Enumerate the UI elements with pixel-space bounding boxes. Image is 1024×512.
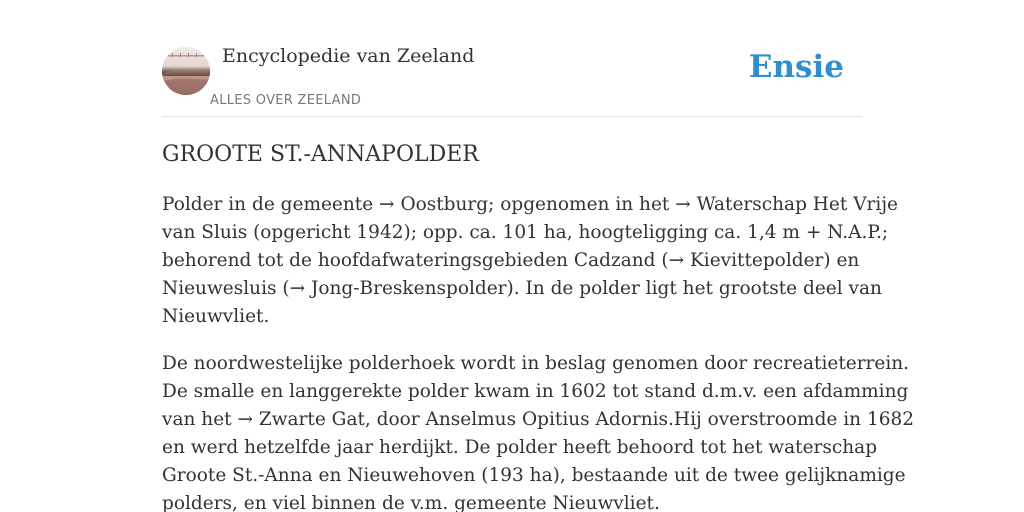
- paragraph-line: Nieuwvliet.: [162, 306, 270, 327]
- ensie-brand-logo[interactable]: Ensie: [748, 49, 844, 85]
- article-title: GROOTE ST.-ANNAPOLDER: [162, 142, 479, 167]
- paragraph-line: De noordwestelijke polderhoek wordt in beslag genomen door recreatieterrein.: [162, 353, 910, 374]
- paragraph-line: behorend tot de hoofdafwateringsgebieden Cadzand (→ Kievittepolder) en: [162, 250, 860, 271]
- paragraph-line: De smalle en langgerekte polder kwam in 1602 tot stand d.m.v. een afdamming: [162, 381, 909, 402]
- article: [162, 139, 915, 512]
- paragraph-line: Nieuwesluis (→ Jong-Breskenspolder). In de polder ligt het grootste deel van: [162, 278, 882, 299]
- site-subtitle: ALLES OVER ZEELAND: [210, 93, 362, 108]
- landscape-photo-icon: [162, 47, 210, 95]
- article-paragraph-2: [162, 350, 915, 512]
- paragraph-line: van het → Zwarte Gat, door Anselmus Opitius Adornis.Hij overstroomde in 1682: [162, 409, 915, 430]
- site-logo-avatar[interactable]: [162, 47, 210, 95]
- paragraph-line: Polder in de gemeente → Oostburg; opgenomen in het → Waterschap Het Vrije: [162, 194, 898, 215]
- paragraph-line: en werd hetzelfde jaar herdijkt. De polder heeft behoord tot het waterschap: [162, 437, 878, 458]
- paragraph-line: Groote St.-Anna en Nieuwehoven (193 ha), bestaande uit de twee gelijknamige: [162, 465, 906, 486]
- paragraph-line: van Sluis (opgericht 1942); opp. ca. 101 ha, hoogteligging ca. 1,4 m + N.A.P.;: [162, 222, 889, 243]
- site-title[interactable]: Encyclopedie van Zeeland: [222, 45, 475, 67]
- article-paragraph-1: [162, 191, 898, 331]
- site-header: [162, 40, 862, 117]
- paragraph-line: polders, en viel binnen de v.m. gemeente Nieuwvliet.: [162, 493, 660, 512]
